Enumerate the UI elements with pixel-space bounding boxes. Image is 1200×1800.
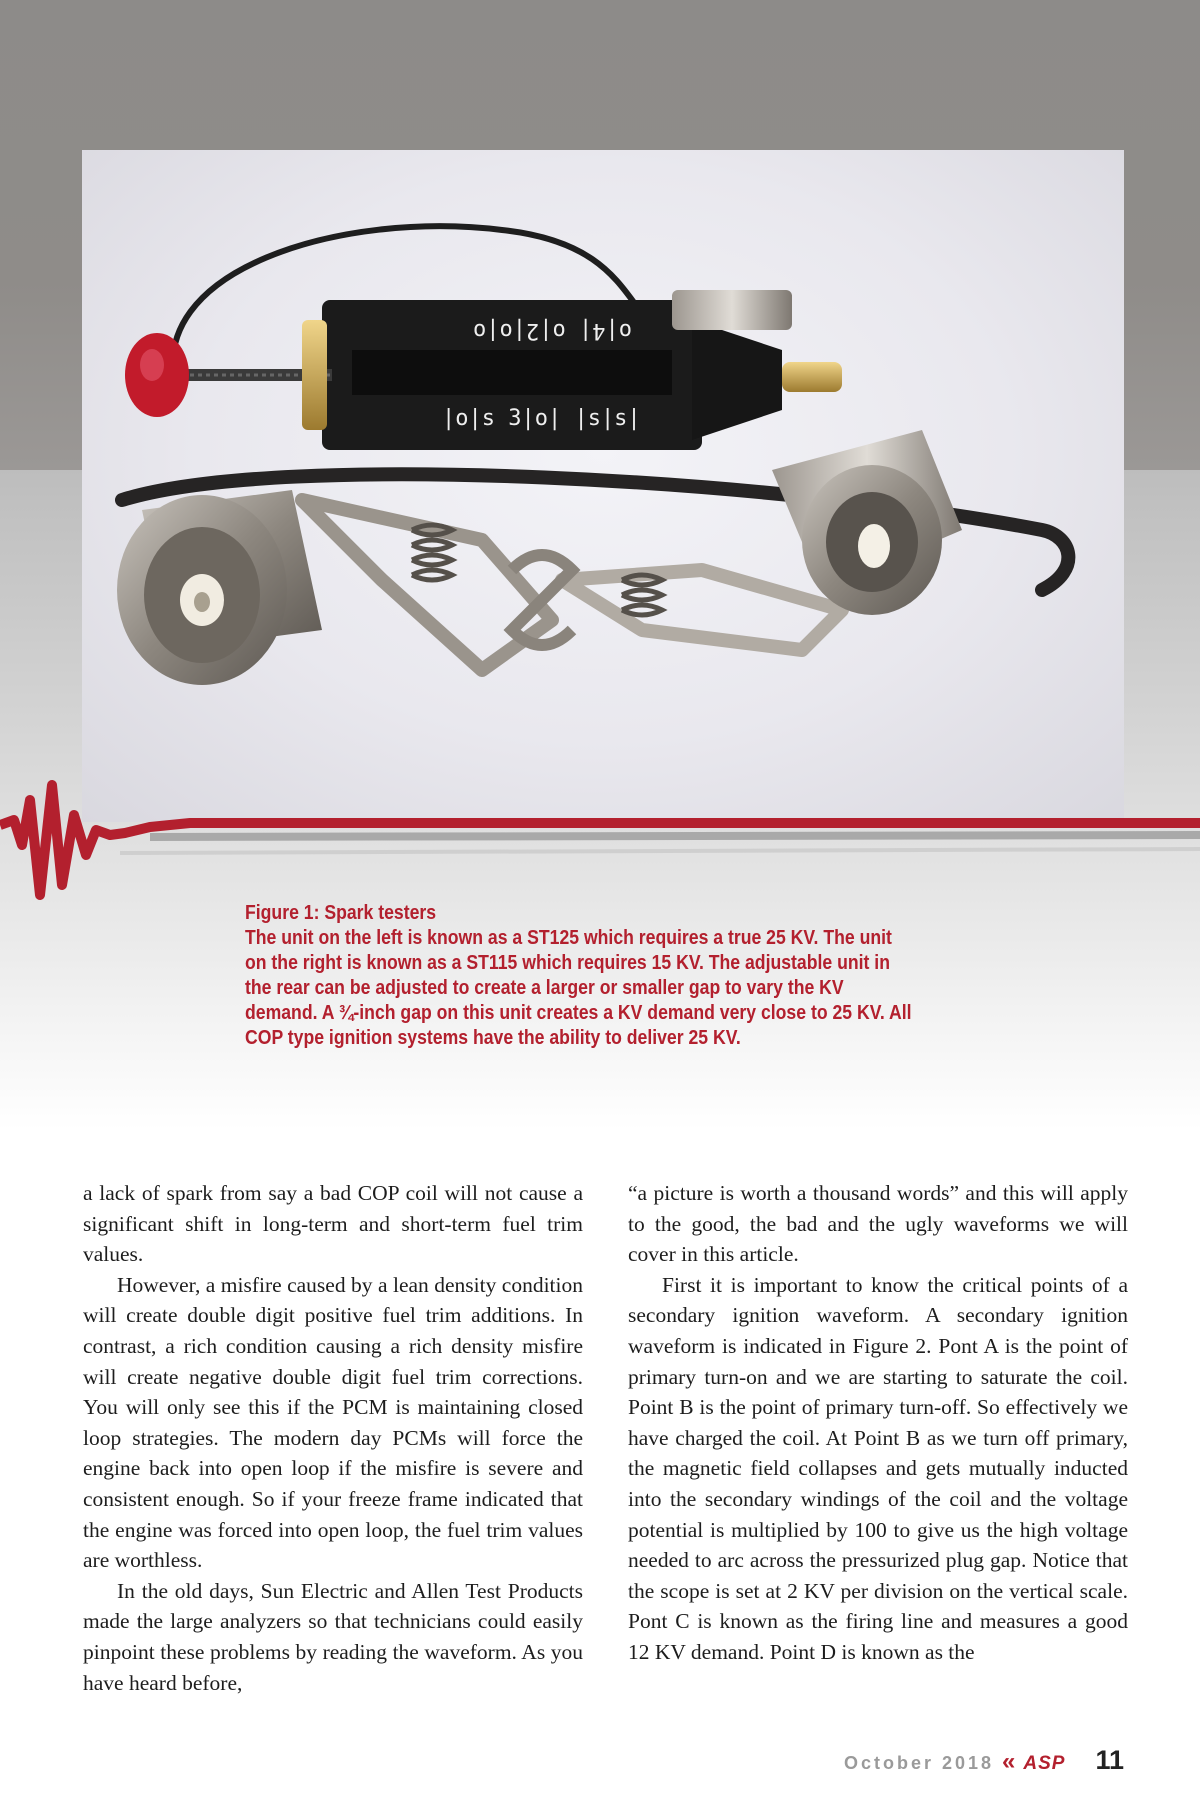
paragraph: First it is important to know the critical points of a secondary ignition waveform. A secondary ignition waveform is indicated in Figure 2. Pont A is the point of primary turn-on and we are starting to saturate the coil. Point B is the point of primary turn-off. So effectively we have charged the coil. At Point B as we turn off primary, the magnetic field collapses and gets mutually inducted into the secondary windings of the coil and the voltage potential is multiplied by 100 to give us the high voltage needed to arc across the pressurized plug gap. Notice that the scope is set at 2 KV per division on the vertical scale. Pont C is known as the firing line and measures a good 12 KV demand. Point D is known as the xyxy=(628,1272,1128,1664)
magazine-name: ASP xyxy=(1023,1753,1066,1774)
paragraph: In the old days, Sun Electric and Allen Test Products made the large analyzers so that technicians could easily pinpoint these problems by reading the waveform. As you have heard before, xyxy=(83,1578,583,1695)
paragraph: However, a misfire caused by a lean density condition will create double digit positive fuel trim additions. In contrast, a rich condition causing a rich density misfire will create negative double digit fuel trim corrections. You will only see this if the PCM is maintaining closed loop strategies. The modern day PCMs will force the engine back into open loop if the misfire is severe and consistent enough. So if your freeze frame indicated that the engine was forced into open loop, the fuel trim values are worthless. xyxy=(83,1272,583,1573)
chevron-left-icon: « xyxy=(1002,1748,1016,1775)
figure-caption xyxy=(245,900,916,1050)
caption-body: The unit on the left is known as a ST125 which requires a true 25 KV. The unit on the right is known as a ST115 which requires 15 KV. The adjustable unit in the rear can be adjusted to create a larger or smaller gap to vary the KV demand. A ¾-inch gap on this unit creates a KV demand very close to 25 KV. All COP type ignition systems have the ability to deliver 25 KV. xyxy=(245,926,912,1049)
issue-date: October 2018 xyxy=(843,1753,995,1773)
paragraph: “a picture is worth a thousand words” and this will apply to the good, the bad and the ugly waveforms we will cover in this article. xyxy=(628,1181,1128,1267)
paragraph: a lack of spark from say a bad COP coil will not cause a significant shift in long-term and short-term fuel trim values. xyxy=(83,1181,583,1267)
scale-top-text: o|4| o|2|o|o xyxy=(473,318,632,343)
article-column-right xyxy=(628,1178,1128,1668)
caption-title: Figure 1: Spark testers xyxy=(245,901,437,924)
spark-tester-illustration xyxy=(82,150,1124,822)
page-footer xyxy=(844,1745,1124,1776)
article-column-left xyxy=(83,1178,583,1698)
spark-tester-photo xyxy=(82,150,1124,822)
waveform-decoration xyxy=(0,775,1200,915)
scale-bottom-text: |o|s 3|o| |s|s| xyxy=(442,406,641,431)
page-number: 11 xyxy=(1095,1745,1124,1775)
